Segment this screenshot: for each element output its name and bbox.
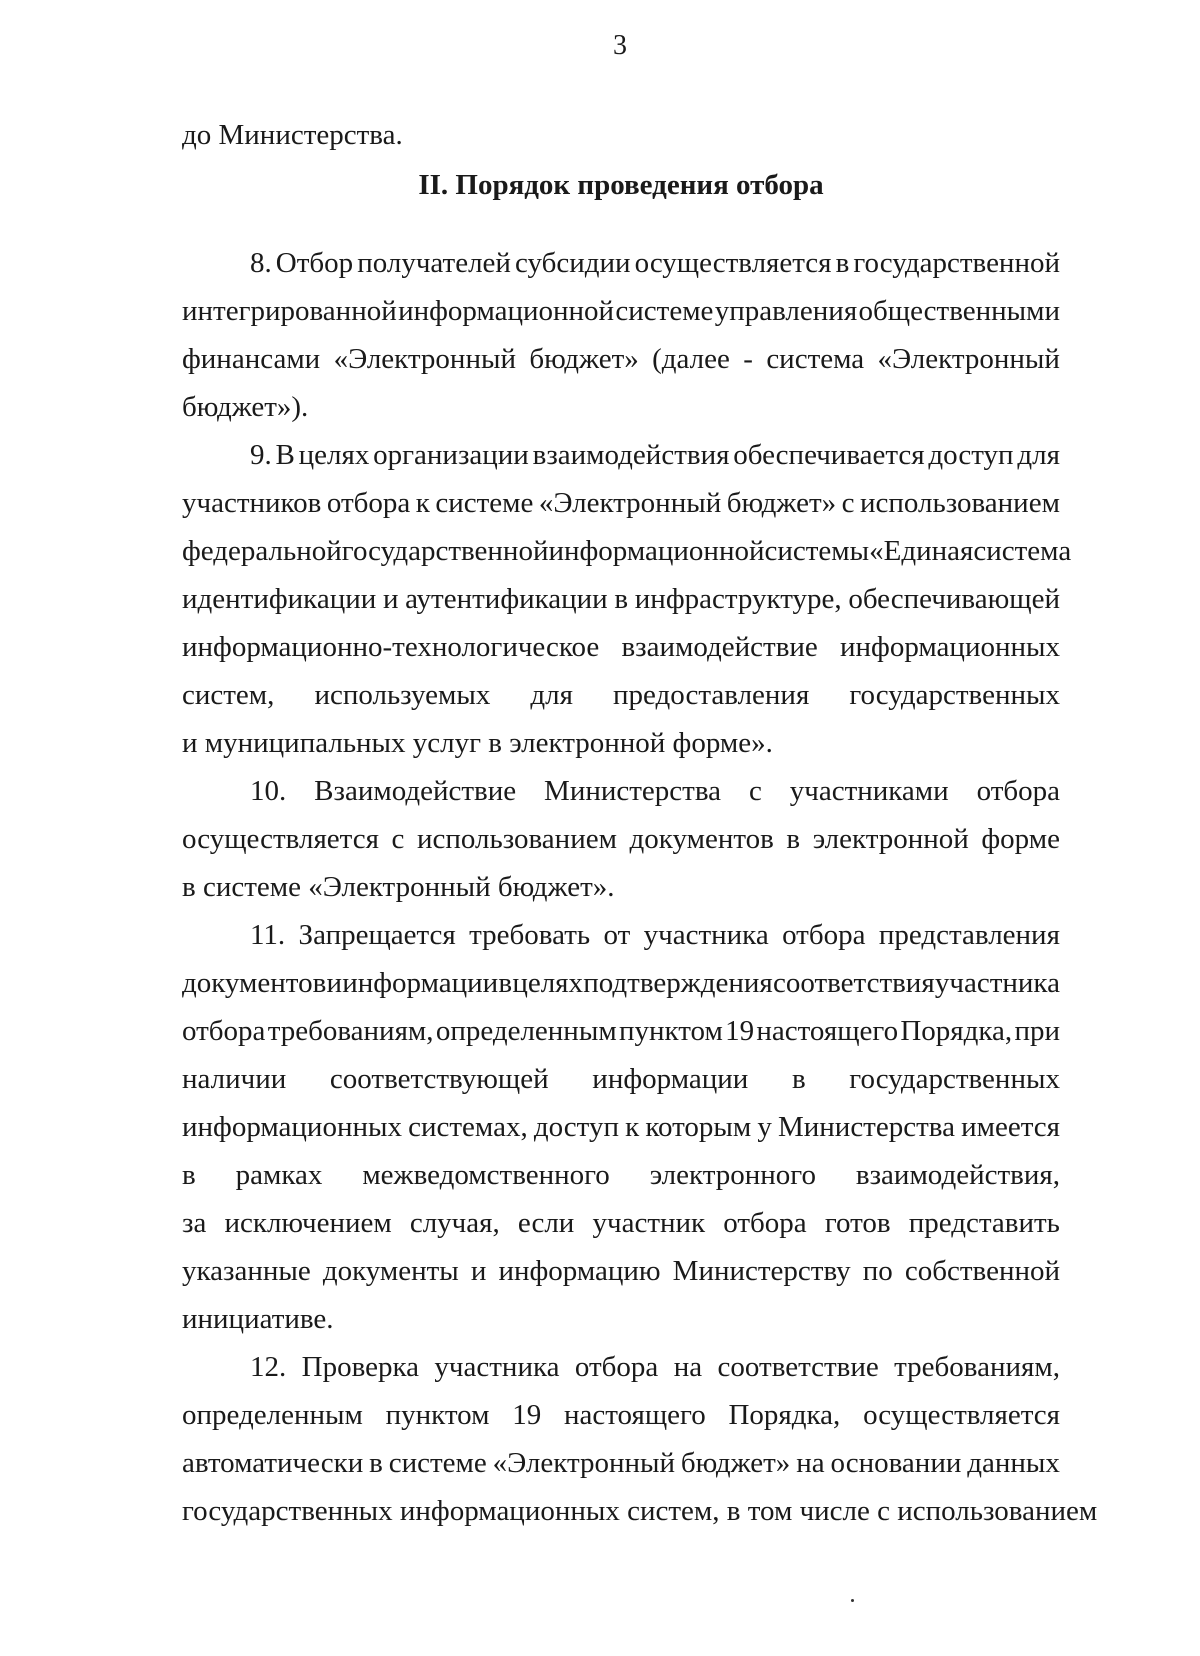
- text-line: в системе «Электронный бюджет».: [182, 871, 615, 903]
- word: определенным: [182, 1399, 363, 1431]
- word: и: [326, 967, 343, 999]
- word: в: [835, 247, 850, 279]
- word: целях: [298, 439, 370, 471]
- word: «Электронный: [877, 343, 1060, 375]
- word: используемых: [314, 679, 491, 711]
- text-line: [182, 246, 1060, 280]
- word: отбора: [182, 1015, 266, 1047]
- word: настоящего: [564, 1399, 706, 1431]
- word: 19: [512, 1399, 542, 1431]
- word: 8.: [250, 247, 272, 279]
- word: государственных: [849, 679, 1060, 711]
- text-line: [182, 1014, 1060, 1048]
- paragraph: [182, 774, 1060, 904]
- word: в: [498, 967, 513, 999]
- text-line: [182, 1062, 1060, 1096]
- text-line: государственных информационных систем, в том числе с использованием: [182, 1495, 1098, 1527]
- word: отбора: [574, 1351, 659, 1383]
- word: участника: [934, 967, 1060, 999]
- word: (далее: [652, 343, 730, 375]
- word: участниками: [789, 775, 949, 807]
- word: пунктом: [385, 1399, 490, 1431]
- word: системе: [388, 1447, 487, 1479]
- scan-speck: [851, 1599, 854, 1602]
- word: которым: [645, 1111, 752, 1143]
- text-line: [182, 486, 1060, 520]
- word: информационно-технологическое: [182, 631, 600, 663]
- text-line: [182, 1206, 1060, 1240]
- word: представить: [908, 1207, 1060, 1239]
- word: пунктом: [618, 1015, 723, 1047]
- word: Порядка,: [900, 1015, 1013, 1047]
- word: государственной: [853, 247, 1060, 279]
- text-line: [182, 774, 1060, 808]
- word: информационной: [548, 535, 765, 567]
- word: обеспечивающей: [848, 583, 1060, 615]
- word: осуществляется: [182, 823, 379, 855]
- word: рамках: [235, 1159, 323, 1191]
- word: к: [415, 487, 430, 519]
- word: по: [862, 1255, 893, 1287]
- text-line: [182, 678, 1060, 712]
- word: интегрированной: [182, 295, 397, 327]
- word: автоматически: [182, 1447, 364, 1479]
- word: собственной: [904, 1255, 1060, 1287]
- word: Проверка: [301, 1351, 420, 1383]
- word: отбора: [723, 1207, 807, 1239]
- word: системе: [435, 487, 534, 519]
- word: предоставления: [613, 679, 810, 711]
- word: документов: [629, 823, 774, 855]
- word: использованием: [859, 487, 1060, 519]
- word: участник: [592, 1207, 706, 1239]
- word: отбора: [326, 487, 411, 519]
- word: участника: [434, 1351, 560, 1383]
- word: подтверждения: [583, 967, 773, 999]
- word: системах,: [408, 1111, 528, 1143]
- word: определенным: [435, 1015, 617, 1047]
- word: Отбор: [275, 247, 354, 279]
- word: Министерства: [544, 775, 722, 807]
- word: идентификации: [182, 583, 377, 615]
- word: в: [786, 823, 801, 855]
- word: на: [796, 1447, 825, 1479]
- word: целях: [512, 967, 584, 999]
- word: к: [625, 1111, 640, 1143]
- text-line: [182, 1158, 1060, 1192]
- word: взаимодействие: [621, 631, 818, 663]
- word: при: [1014, 1015, 1060, 1047]
- word: электронной: [812, 823, 969, 855]
- word: информационных: [182, 1111, 402, 1143]
- word: соответствующей: [329, 1063, 549, 1095]
- text-line: [182, 630, 1060, 664]
- text-line: [182, 822, 1060, 856]
- word: наличии: [182, 1063, 287, 1095]
- paragraph: [182, 918, 1060, 1336]
- text-line: [182, 1110, 1060, 1144]
- word: участников: [182, 487, 322, 519]
- word: осуществляется: [863, 1399, 1060, 1431]
- word: данных: [967, 1447, 1060, 1479]
- word: «Электронный: [492, 1447, 676, 1479]
- text-line: инициативе.: [182, 1303, 334, 1335]
- text-line: [182, 534, 1072, 568]
- word: «Единая: [869, 535, 974, 567]
- word: информационной: [398, 295, 615, 327]
- word: Министерству: [672, 1255, 851, 1287]
- word: и: [382, 583, 399, 615]
- word: информации: [342, 967, 499, 999]
- word: основании: [830, 1447, 962, 1479]
- word: информации: [592, 1063, 749, 1095]
- word: в: [182, 1159, 196, 1191]
- intro-line: до Министерства.: [182, 119, 403, 151]
- word: осуществляется: [634, 247, 832, 279]
- word: получателей: [357, 247, 511, 279]
- text-line: [182, 1398, 1060, 1432]
- section-heading: II. Порядок проведения отбора: [418, 169, 824, 201]
- word: В: [275, 439, 295, 471]
- word: для: [1017, 439, 1060, 471]
- word: Взаимодействие: [314, 775, 517, 807]
- paragraphs: [182, 246, 1098, 1528]
- word: общественными: [858, 295, 1060, 327]
- word: на: [673, 1351, 703, 1383]
- word: 11.: [250, 919, 286, 951]
- word: обеспечивается: [733, 439, 925, 471]
- word: Запрещается: [298, 919, 456, 951]
- word: электронного: [649, 1159, 816, 1191]
- word: система: [766, 343, 865, 375]
- word: имеется: [961, 1111, 1060, 1143]
- word: организации: [373, 439, 529, 471]
- text-line: [182, 294, 1060, 328]
- word: у: [757, 1111, 772, 1143]
- word: федеральной: [182, 535, 342, 567]
- word: от: [603, 919, 631, 951]
- word: указанные: [182, 1255, 311, 1287]
- word: требованиям,: [894, 1351, 1060, 1383]
- word: доступ: [533, 1111, 619, 1143]
- word: -: [743, 343, 753, 375]
- word: взаимодействия: [532, 439, 730, 471]
- word: система: [973, 535, 1072, 567]
- text-column: [182, 118, 1098, 1542]
- text-line: [182, 582, 1060, 616]
- word: представления: [878, 919, 1060, 951]
- word: государственных: [849, 1063, 1060, 1095]
- word: за: [182, 1207, 207, 1239]
- word: участника: [643, 919, 769, 951]
- word: с: [748, 775, 762, 807]
- word: форме: [981, 823, 1060, 855]
- word: Порядка,: [728, 1399, 841, 1431]
- word: отбора: [976, 775, 1060, 807]
- word: и: [470, 1255, 487, 1287]
- word: в: [369, 1447, 383, 1479]
- word: системе: [615, 295, 714, 327]
- word: «Электронный: [333, 343, 516, 375]
- word: взаимодействия,: [855, 1159, 1060, 1191]
- word: с: [391, 823, 405, 855]
- word: соответствие: [717, 1351, 879, 1383]
- word: Министерства: [777, 1111, 955, 1143]
- word: в: [791, 1063, 806, 1095]
- text-line: [182, 438, 1060, 472]
- word: случая,: [409, 1207, 500, 1239]
- word: межведомственного: [362, 1159, 610, 1191]
- page-number: 3: [613, 30, 627, 61]
- paragraph: [182, 438, 1072, 760]
- word: использованием: [416, 823, 617, 855]
- text-line: [182, 1446, 1060, 1480]
- word: бюджет»: [529, 343, 639, 375]
- word: аутентификации: [405, 583, 608, 615]
- word: инфраструктуре,: [634, 583, 842, 615]
- text-line: [182, 1254, 1060, 1288]
- word: исключением: [224, 1207, 392, 1239]
- word: доступ: [928, 439, 1014, 471]
- word: бюджет»: [680, 1447, 791, 1479]
- word: 10.: [250, 775, 287, 807]
- text-line: [182, 966, 1060, 1000]
- word: 9.: [250, 439, 272, 471]
- word: управления: [714, 295, 858, 327]
- word: финансами: [182, 343, 321, 375]
- word: государственной: [341, 535, 549, 567]
- word: бюджет»: [726, 487, 837, 519]
- word: информационных: [840, 631, 1060, 663]
- word: систем,: [182, 679, 275, 711]
- word: документов: [182, 967, 327, 999]
- word: отбора: [782, 919, 866, 951]
- word: информацию: [498, 1255, 661, 1287]
- word: для: [530, 679, 573, 711]
- word: соответствия: [772, 967, 935, 999]
- word: субсидии: [515, 247, 631, 279]
- paragraph: [182, 1350, 1098, 1528]
- paragraph: [182, 246, 1060, 424]
- word: системы: [764, 535, 870, 567]
- word: в: [614, 583, 629, 615]
- word: настоящего: [756, 1015, 899, 1047]
- word: если: [517, 1207, 575, 1239]
- text-line: бюджет»).: [182, 391, 309, 423]
- word: с: [841, 487, 855, 519]
- text-line: [182, 342, 1060, 376]
- word: документы: [322, 1255, 459, 1287]
- word: 19: [725, 1015, 755, 1047]
- text-line: [182, 1350, 1060, 1384]
- word: требовать: [469, 919, 591, 951]
- text-line: и муниципальных услуг в электронной форме».: [182, 727, 773, 759]
- word: «Электронный: [538, 487, 722, 519]
- word: требованиям,: [267, 1015, 434, 1047]
- word: готов: [824, 1207, 891, 1239]
- text-line: [182, 918, 1060, 952]
- word: 12.: [250, 1351, 287, 1383]
